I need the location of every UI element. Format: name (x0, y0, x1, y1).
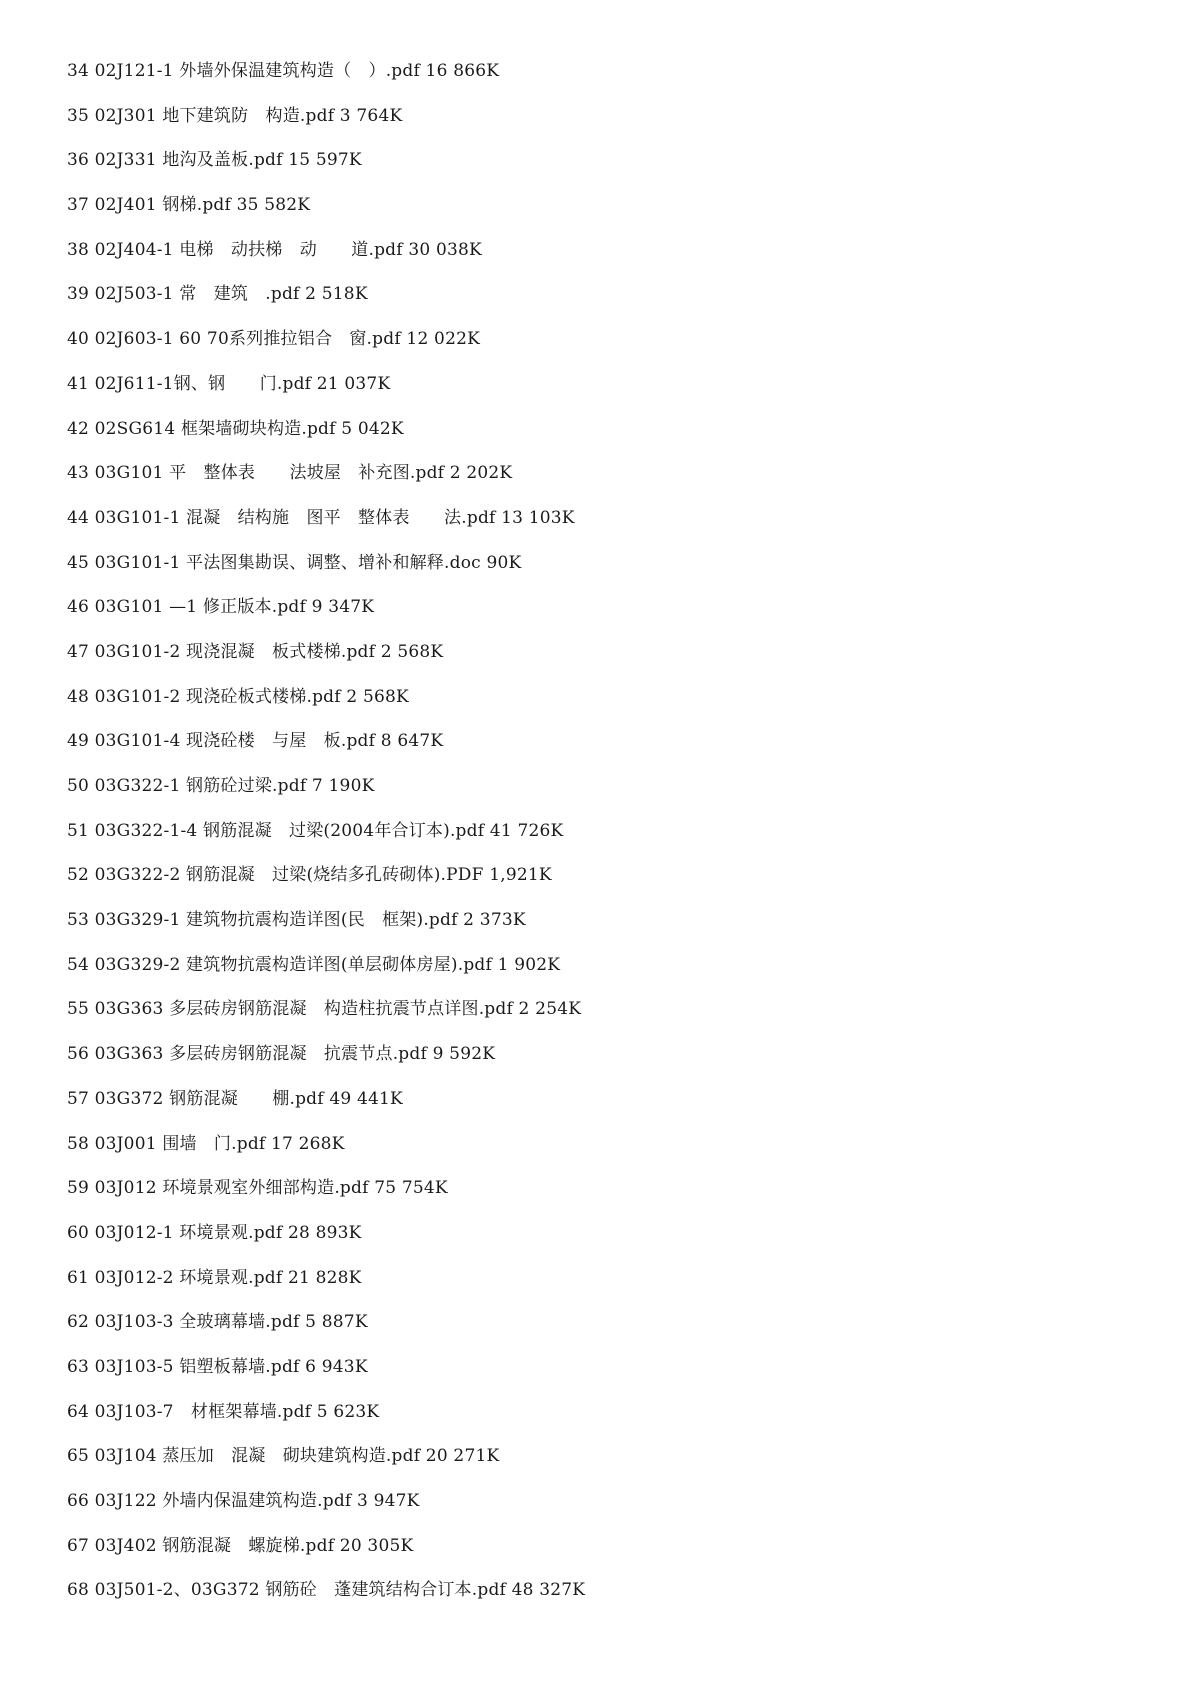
list-item: 68 03J501-2、03G372 钢筋砼 蓬建筑结构合订本.pdf 48 327K (67, 1580, 586, 1601)
list-item: 65 03J104 蒸压加 混凝 砌块建筑构造.pdf 20 271K (67, 1446, 500, 1467)
list-item: 47 03G101-2 现浇混凝 板式楼梯.pdf 2 568K (67, 641, 444, 662)
list-item: 64 03J103-7 材框架幕墙.pdf 5 623K (67, 1401, 380, 1422)
file-list (67, 57, 585, 1621)
list-item: 50 03G322-1 钢筋砼过梁.pdf 7 190K (67, 776, 375, 796)
list-item: 36 02J331 地沟及盖板.pdf 15 597K (67, 150, 362, 171)
list-item: 41 02J611-1钢、钢 门.pdf 21 037K (67, 373, 391, 394)
list-item: 43 03G101 平 整体表 法坡屋 补充图.pdf 2 202K (67, 463, 513, 484)
list-item: 42 02SG614 框架墙砌块构造.pdf 5 042K (67, 418, 404, 439)
list-item: 54 03G329-2 建筑物抗震构造详图(单层砌体房屋).pdf 1 902K (67, 954, 561, 975)
list-item: 44 03G101-1 混凝 结构施 图平 整体表 法.pdf 13 103K (67, 507, 575, 528)
list-item: 57 03G372 钢筋混凝 棚.pdf 49 441K (67, 1088, 403, 1109)
list-item: 58 03J001 围墙 门.pdf 17 268K (67, 1133, 345, 1154)
list-item: 38 02J404-1 电梯 动扶梯 动 道.pdf 30 038K (67, 239, 482, 260)
list-item: 51 03G322-1-4 钢筋混凝 过梁(2004年合订本).pdf 41 726K (67, 820, 564, 841)
list-item: 45 03G101-1 平法图集勘误、调整、增补和解释.doc 90K (67, 552, 522, 573)
list-item: 55 03G363 多层砖房钢筋混凝 构造柱抗震节点详图.pdf 2 254K (67, 999, 582, 1020)
list-item: 49 03G101-4 现浇砼楼 与屋 板.pdf 8 647K (67, 731, 444, 752)
list-item: 52 03G322-2 钢筋混凝 过梁(烧结多孔砖砌体).PDF 1,921K (67, 865, 552, 886)
list-item: 66 03J122 外墙内保温建筑构造.pdf 3 947K (67, 1491, 420, 1511)
list-item: 35 02J301 地下建筑防 构造.pdf 3 764K (67, 105, 403, 126)
list-item: 63 03J103-5 铝塑板幕墙.pdf 6 943K (67, 1356, 368, 1377)
list-item: 34 02J121-1 外墙外保温建筑构造（ ）.pdf 16 866K (67, 61, 500, 81)
list-item: 61 03J012-2 环境景观.pdf 21 828K (67, 1267, 362, 1288)
list-item: 48 03G101-2 现浇砼板式楼梯.pdf 2 568K (67, 686, 409, 707)
list-item: 39 02J503-1 常 建筑 .pdf 2 518K (67, 284, 368, 305)
list-item: 46 03G101 —1 修正版本.pdf 9 347K (67, 597, 375, 618)
list-item: 53 03G329-1 建筑物抗震构造详图(民 框架).pdf 2 373K (67, 910, 526, 931)
list-item: 37 02J401 钢梯.pdf 35 582K (67, 195, 311, 216)
list-item: 40 02J603-1 60 70系列推拉铝合 窗.pdf 12 022K (67, 329, 481, 350)
list-item: 59 03J012 环境景观室外细部构造.pdf 75 754K (67, 1178, 448, 1199)
list-item: 67 03J402 钢筋混凝 螺旋梯.pdf 20 305K (67, 1535, 414, 1556)
list-item: 62 03J103-3 全玻璃幕墙.pdf 5 887K (67, 1312, 368, 1333)
list-item: 56 03G363 多层砖房钢筋混凝 抗震节点.pdf 9 592K (67, 1044, 496, 1065)
list-item: 60 03J012-1 环境景观.pdf 28 893K (67, 1222, 362, 1243)
